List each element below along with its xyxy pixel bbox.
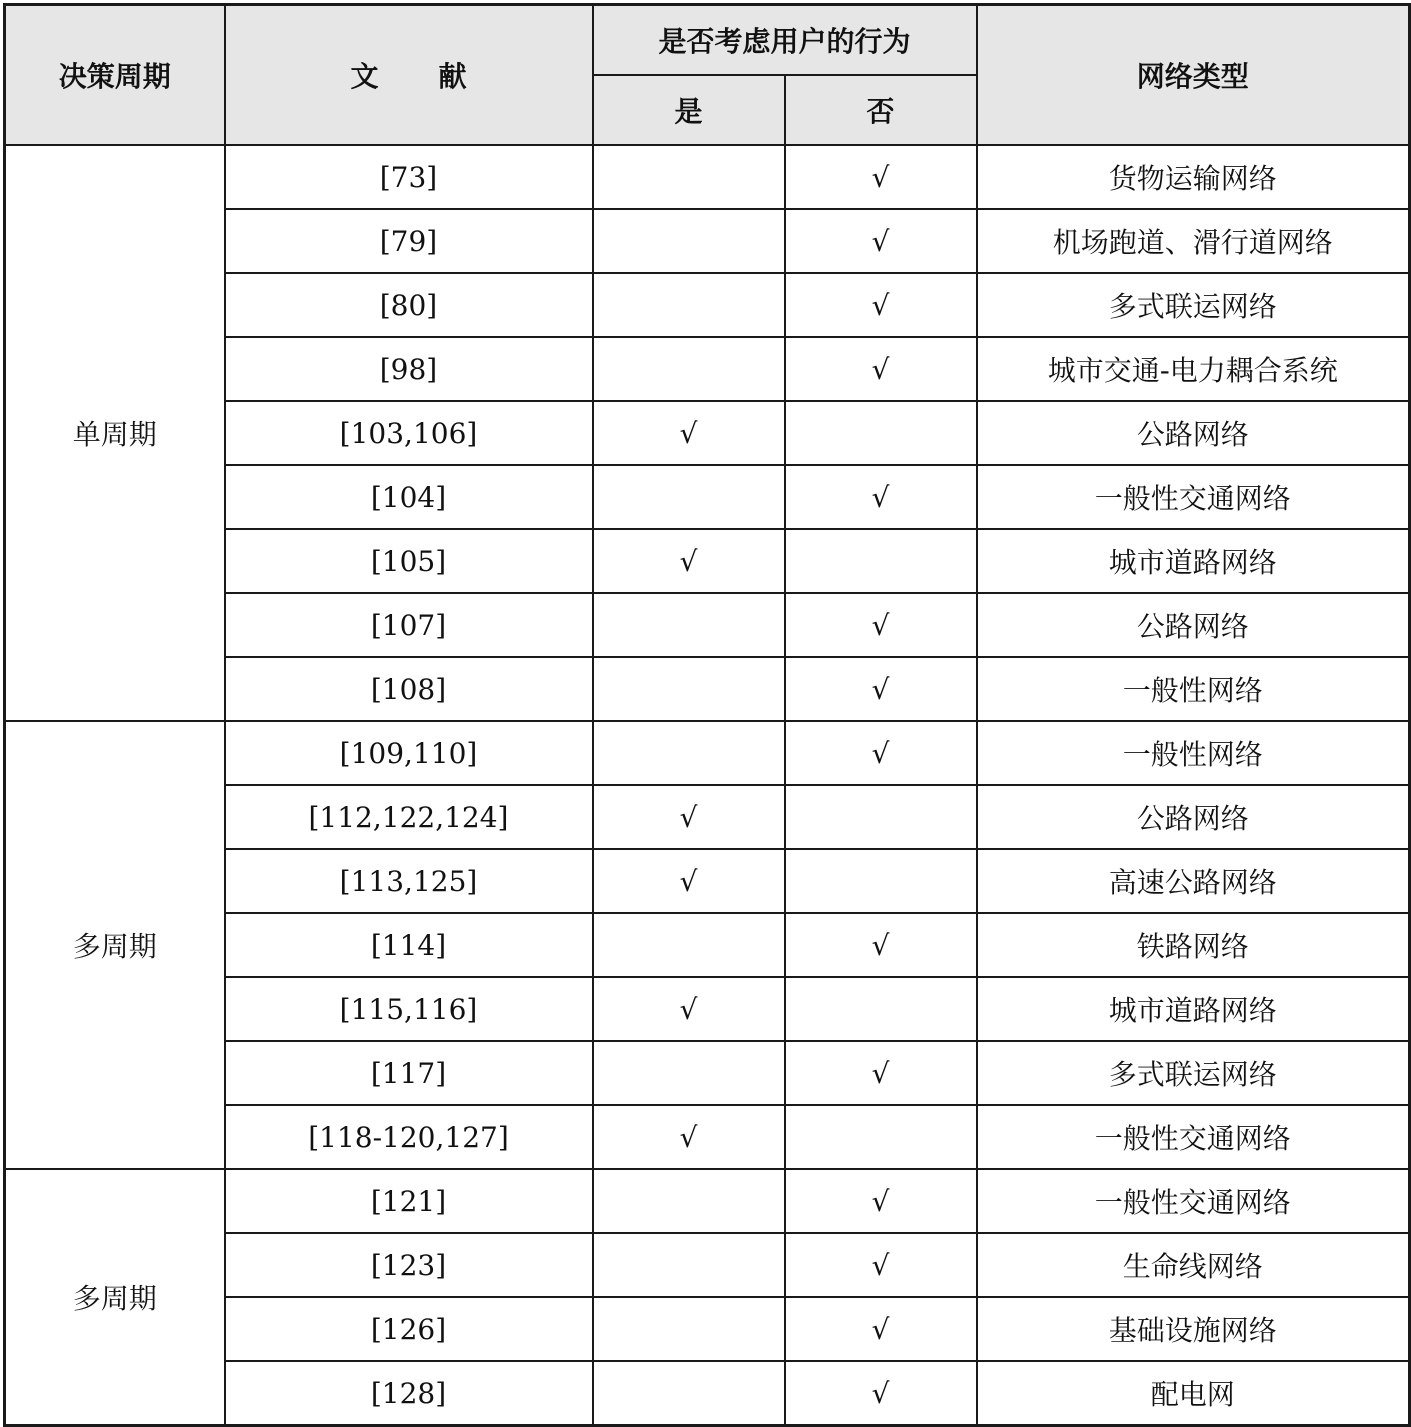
- ref-cell: [80]: [225, 273, 593, 337]
- no-cell: √: [785, 145, 977, 209]
- literature-table: [3, 3, 1411, 1427]
- network-cell: 多式联运网络: [977, 273, 1410, 337]
- header-yes: 是: [593, 75, 785, 145]
- no-cell: √: [785, 721, 977, 785]
- header-no: 否: [785, 75, 977, 145]
- no-cell: [785, 1105, 977, 1169]
- yes-cell: [593, 1041, 785, 1105]
- no-cell: √: [785, 273, 977, 337]
- ref-cell: [105]: [225, 529, 593, 593]
- network-cell: 配电网: [977, 1361, 1410, 1426]
- no-cell: √: [785, 1041, 977, 1105]
- yes-cell: √: [593, 785, 785, 849]
- ref-cell: [115,116]: [225, 977, 593, 1041]
- no-cell: √: [785, 657, 977, 721]
- network-cell: 城市道路网络: [977, 977, 1410, 1041]
- network-cell: 高速公路网络: [977, 849, 1410, 913]
- no-cell: [785, 529, 977, 593]
- yes-cell: √: [593, 529, 785, 593]
- ref-cell: [104]: [225, 465, 593, 529]
- table-row: [5, 145, 1410, 209]
- yes-cell: [593, 1233, 785, 1297]
- ref-cell: [79]: [225, 209, 593, 273]
- network-cell: 一般性网络: [977, 657, 1410, 721]
- yes-cell: [593, 465, 785, 529]
- header-network: 网络类型: [977, 5, 1410, 146]
- yes-cell: [593, 721, 785, 785]
- network-cell: 一般性交通网络: [977, 1105, 1410, 1169]
- ref-cell: [128]: [225, 1361, 593, 1426]
- network-cell: 公路网络: [977, 401, 1410, 465]
- no-cell: √: [785, 1297, 977, 1361]
- no-cell: √: [785, 1169, 977, 1233]
- network-cell: 多式联运网络: [977, 1041, 1410, 1105]
- yes-cell: [593, 657, 785, 721]
- no-cell: √: [785, 1233, 977, 1297]
- table-row: [5, 1169, 1410, 1233]
- network-cell: 一般性交通网络: [977, 465, 1410, 529]
- header-ref: 文献: [225, 5, 593, 146]
- ref-cell: [107]: [225, 593, 593, 657]
- yes-cell: [593, 913, 785, 977]
- ref-cell: [113,125]: [225, 849, 593, 913]
- network-cell: 机场跑道、滑行道网络: [977, 209, 1410, 273]
- yes-cell: [593, 209, 785, 273]
- no-cell: [785, 849, 977, 913]
- no-cell: [785, 977, 977, 1041]
- yes-cell: [593, 145, 785, 209]
- yes-cell: [593, 337, 785, 401]
- network-cell: 公路网络: [977, 593, 1410, 657]
- table-body: [5, 145, 1410, 1426]
- ref-cell: [73]: [225, 145, 593, 209]
- yes-cell: √: [593, 1105, 785, 1169]
- yes-cell: [593, 593, 785, 657]
- yes-cell: [593, 1297, 785, 1361]
- no-cell: [785, 401, 977, 465]
- yes-cell: [593, 273, 785, 337]
- yes-cell: [593, 1169, 785, 1233]
- no-cell: √: [785, 209, 977, 273]
- ref-cell: [117]: [225, 1041, 593, 1105]
- yes-cell: [593, 1361, 785, 1426]
- no-cell: [785, 785, 977, 849]
- yes-cell: √: [593, 977, 785, 1041]
- header-behavior: 是否考虑用户的行为: [593, 5, 977, 76]
- ref-cell: [121]: [225, 1169, 593, 1233]
- network-cell: 货物运输网络: [977, 145, 1410, 209]
- no-cell: √: [785, 1361, 977, 1426]
- network-cell: 一般性交通网络: [977, 1169, 1410, 1233]
- network-cell: 城市道路网络: [977, 529, 1410, 593]
- period-cell: 多周期: [5, 1169, 225, 1426]
- network-cell: 铁路网络: [977, 913, 1410, 977]
- period-cell: 单周期: [5, 145, 225, 721]
- ref-cell: [108]: [225, 657, 593, 721]
- network-cell: 一般性网络: [977, 721, 1410, 785]
- no-cell: √: [785, 465, 977, 529]
- network-cell: 城市交通-电力耦合系统: [977, 337, 1410, 401]
- yes-cell: √: [593, 849, 785, 913]
- no-cell: √: [785, 913, 977, 977]
- network-cell: 生命线网络: [977, 1233, 1410, 1297]
- ref-cell: [103,106]: [225, 401, 593, 465]
- yes-cell: √: [593, 401, 785, 465]
- ref-cell: [98]: [225, 337, 593, 401]
- network-cell: 基础设施网络: [977, 1297, 1410, 1361]
- network-cell: 公路网络: [977, 785, 1410, 849]
- ref-cell: [126]: [225, 1297, 593, 1361]
- ref-cell: [118-120,127]: [225, 1105, 593, 1169]
- ref-cell: [112,122,124]: [225, 785, 593, 849]
- header-period: 决策周期: [5, 5, 225, 146]
- ref-cell: [109,110]: [225, 721, 593, 785]
- period-cell: 多周期: [5, 721, 225, 1169]
- ref-cell: [114]: [225, 913, 593, 977]
- no-cell: √: [785, 593, 977, 657]
- no-cell: √: [785, 337, 977, 401]
- ref-cell: [123]: [225, 1233, 593, 1297]
- table-row: [5, 721, 1410, 785]
